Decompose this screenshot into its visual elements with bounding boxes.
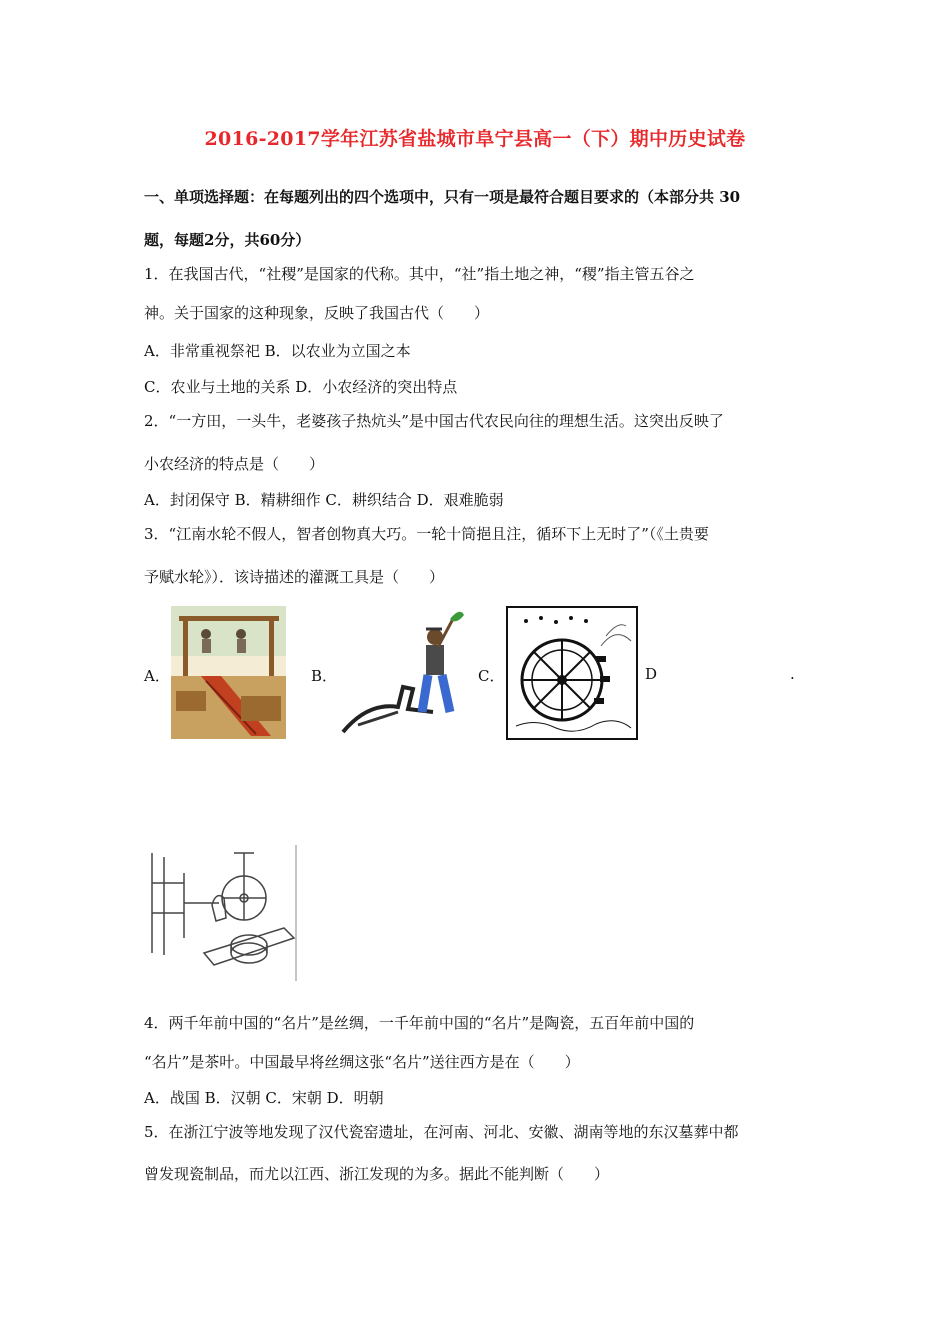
well-pulley-picture xyxy=(144,843,300,983)
farmer-plough-picture xyxy=(338,607,468,737)
page-title: 2016-2017学年江苏省盐城市阜宁县高一（下）期中历史试卷 xyxy=(204,128,746,150)
question-4-options: A．战国 B．汉朝 C．宋朝 D．明朝 xyxy=(144,1089,384,1107)
question-2-options: A．封闭保守 B．精耕细作 C．耕织结合 D．艰难脆弱 xyxy=(144,491,504,509)
question-1-line-2: 神。关于国家的这种现象，反映了我国古代（ ） xyxy=(144,304,490,322)
option-c-label: C． xyxy=(478,667,505,685)
question-1-options-2: C．农业与土地的关系 D．小农经济的突出特点 xyxy=(144,378,458,396)
question-5-line-2: 曾发现瓷制品，而尤以江西、浙江发现的为多。据此不能判断（ ） xyxy=(144,1165,610,1183)
section-instruction-line-2: 题，每题2分，共60分） xyxy=(144,231,311,249)
question-2-line-2: 小农经济的特点是（ ） xyxy=(144,455,325,473)
option-d-label: D xyxy=(645,665,658,683)
question-3-line-2: 予赋水轮》）．该诗描述的灌溉工具是（ ） xyxy=(144,568,445,586)
question-4-line-1: 4．两千年前中国的“名片”是丝绸，一千年前中国的“名片”是陶瓷，五百年前中国的 xyxy=(144,1014,695,1032)
option-b-label: B． xyxy=(311,667,338,685)
question-4-line-2: “名片”是茶叶。中国最早将丝绸这张“名片”送往西方是在（ ） xyxy=(144,1053,580,1071)
option-d-trailing-dot: . xyxy=(790,665,795,683)
question-5-line-1: 5．在浙江宁波等地发现了汉代瓷窑遗址，在河南、河北、安徽、湖南等地的东汉墓葬中都 xyxy=(144,1123,739,1141)
tube-waterwheel-picture xyxy=(506,606,638,740)
option-a-label: A． xyxy=(144,667,170,685)
question-2-line-1: 2．“一方田，一头牛，老婆孩子热炕头”是中国古代农民向往的理想生活。这突出反映了 xyxy=(144,412,724,430)
question-1-line-1: 1．在我国古代，“社稷”是国家的代称。其中，“社”指土地之神，“稷”指主管五谷之 xyxy=(144,265,695,283)
dragon-backbone-waterwheel-picture xyxy=(171,606,286,739)
section-instruction-line-1: 一、单项选择题：在每题列出的四个选项中，只有一项是最符合题目要求的（本部分共 30 xyxy=(144,188,741,206)
question-3-line-1: 3．“江南水轮不假人，智者创物真大巧。一轮十筒挹且注，循环下上无时了”（《土贵要 xyxy=(144,525,709,543)
question-1-options-1: A．非常重视祭祀 B．以农业为立国之本 xyxy=(144,342,411,360)
